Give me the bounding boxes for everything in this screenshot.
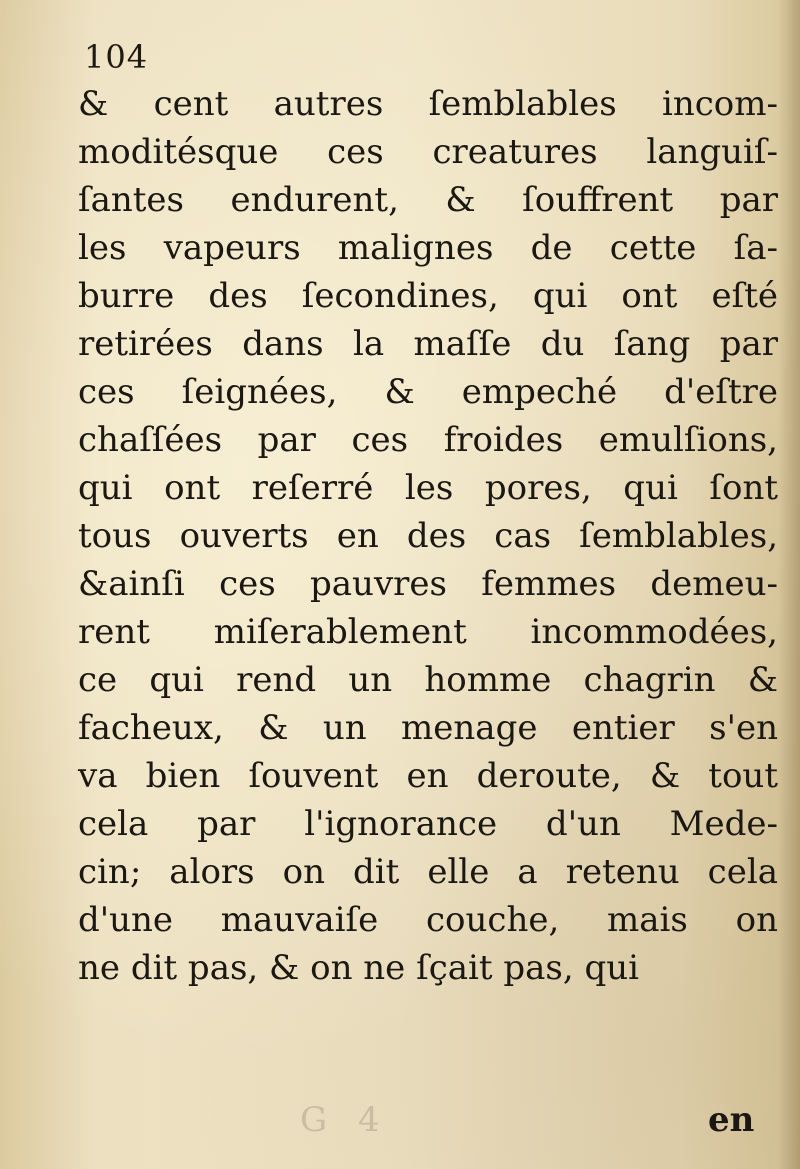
text-line: facheux, & un menage entier s'en xyxy=(78,708,778,748)
catchword: en xyxy=(708,1100,755,1140)
text-line: ce qui rend un homme chagrin & xyxy=(78,660,778,700)
text-line: les vapeurs malignes de cette ſa- xyxy=(78,228,778,268)
page-edge-shadow xyxy=(778,0,800,1169)
text-line: va bien ſouvent en deroute, & tout xyxy=(78,756,778,796)
text-line: ſantes endurent, & ſouffrent par xyxy=(78,180,778,220)
body-text xyxy=(78,80,778,992)
text-line: &ainſi ces pauvres femmes demeu- xyxy=(78,564,778,604)
text-line: cin; alors on dit elle a retenu cela xyxy=(78,852,778,892)
text-line: ces ſeignées, & empeché d'eſtre xyxy=(78,372,778,412)
text-line: rent miſerablement incommodées, xyxy=(78,612,778,652)
text-line: chaſſées par ces froides emulſions, xyxy=(78,420,778,460)
text-line: cela par l'ignorance d'un Mede- xyxy=(78,804,778,844)
text-line: retirées dans la maſſe du ſang par xyxy=(78,324,778,364)
text-line: tous ouverts en des cas ſemblables, xyxy=(78,516,778,556)
text-line: d'une mauvaiſe couche, mais on xyxy=(78,900,778,940)
text-line: ne dit pas, & on ne ſçait pas, qui xyxy=(78,948,639,988)
page-number: 104 xyxy=(84,38,149,76)
text-line: burre des ſecondines, qui ont eſté xyxy=(78,276,778,316)
text-line: qui ont reſerré les pores, qui ſont xyxy=(78,468,778,508)
signature-mark: G 4 xyxy=(300,1100,390,1140)
text-line: & cent autres ſemblables incom- xyxy=(78,84,778,124)
text-line: moditésque ces creatures languiſ- xyxy=(78,132,778,172)
